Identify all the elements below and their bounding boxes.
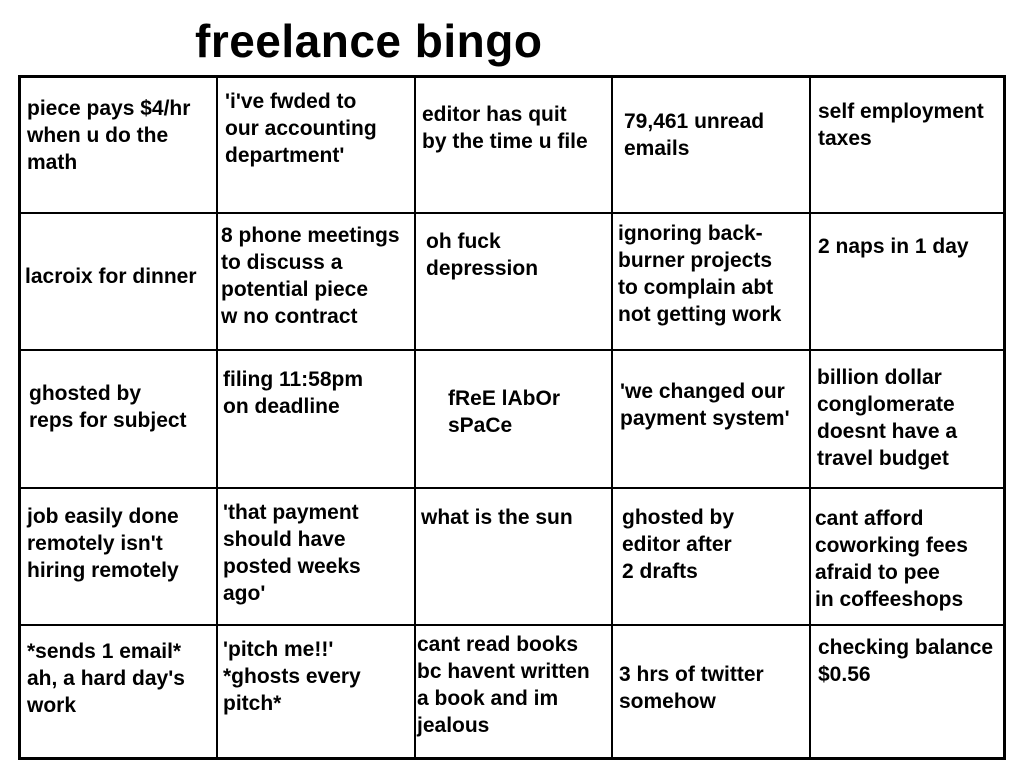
bingo-cell: 'we changed our payment system' xyxy=(620,380,790,430)
bingo-board xyxy=(18,75,1006,760)
bingo-cell: checking balance $0.56 xyxy=(818,636,994,686)
bingo-cell: 'i've fwded to our accounting department' xyxy=(225,90,377,167)
bingo-cell: 'that payment should have posted weeks ago' xyxy=(223,501,361,605)
bingo-cell: ghosted by reps for subject xyxy=(29,382,187,432)
bingo-cell: cant read books bc havent written a book and im jealous xyxy=(417,633,590,737)
bingo-cell: what is the sun xyxy=(421,506,573,529)
bingo-cell: filing 11:58pm on deadline xyxy=(223,368,364,418)
grid-line xyxy=(21,349,1003,351)
bingo-cell: fReE lAbOr sPaCe xyxy=(448,387,561,437)
grid-line xyxy=(216,78,218,757)
grid-line xyxy=(611,78,613,757)
bingo-cell: cant afford coworking fees afraid to pee in coffeeshops xyxy=(815,507,968,611)
bingo-cell: editor has quit by the time u file xyxy=(422,103,588,153)
bingo-cell: oh fuck depression xyxy=(426,230,539,280)
bingo-cell: ignoring back- burner projects to complain abt not getting work xyxy=(618,222,782,326)
bingo-cell: lacroix for dinner xyxy=(25,265,197,288)
bingo-cell: 79,461 unread emails xyxy=(624,110,765,160)
bingo-cell: ghosted by editor after 2 drafts xyxy=(622,506,735,583)
bingo-cell: *sends 1 email* ah, a hard day's work xyxy=(27,640,185,717)
bingo-cell: 'pitch me!!' *ghosts every pitch* xyxy=(223,638,361,715)
bingo-cell: job easily done remotely isn't hiring remotely xyxy=(27,505,179,582)
grid-line xyxy=(809,78,811,757)
page-title: freelance bingo xyxy=(195,15,543,67)
bingo-cell: 8 phone meetings to discuss a potential piece w no contract xyxy=(221,224,400,328)
bingo-cell: billion dollar conglomerate doesnt have a travel budget xyxy=(817,366,958,470)
bingo-cell: piece pays $4/hr when u do the math xyxy=(27,97,191,174)
grid-line xyxy=(21,624,1003,626)
bingo-cell: 3 hrs of twitter somehow xyxy=(619,663,764,713)
bingo-cell: self employment taxes xyxy=(818,100,984,150)
grid-line xyxy=(414,78,416,757)
grid-line xyxy=(21,212,1003,214)
bingo-cell: 2 naps in 1 day xyxy=(818,235,969,258)
grid-line xyxy=(21,487,1003,489)
